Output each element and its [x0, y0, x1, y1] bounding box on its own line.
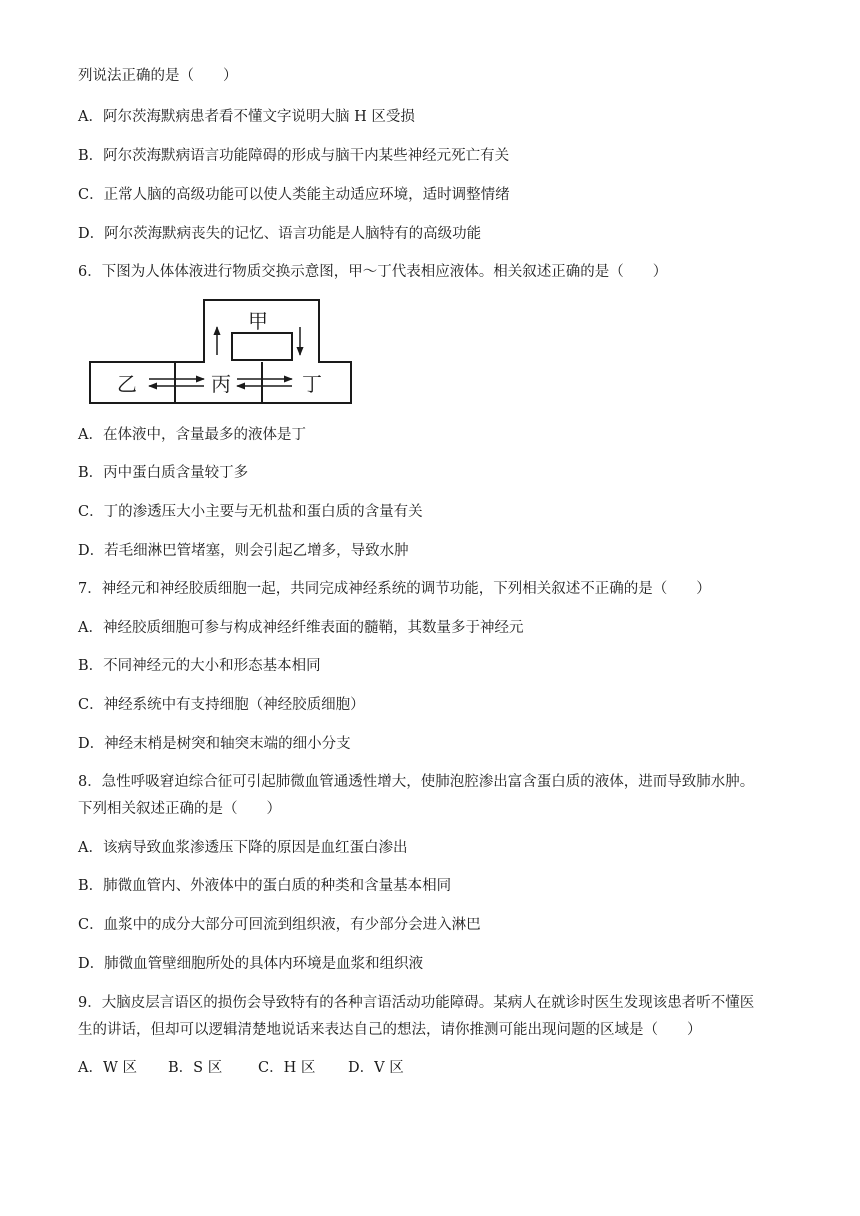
q9-stem-line2: 生的讲话，但却可以逻辑清楚地说话来表达自己的想法，请你推测可能出现问题的区域是（ ）	[78, 1022, 702, 1038]
q6-option-b: B．丙中蛋白质含量较丁多	[78, 465, 249, 481]
diagram-label-ding: 丁	[302, 372, 322, 396]
diagram-label-yi: 乙	[117, 372, 137, 396]
q9-option-d: D．V 区	[348, 1060, 404, 1076]
diagram-jia-box	[232, 333, 292, 360]
q6-option-a: A．在体液中，含量最多的液体是丁	[78, 427, 306, 443]
q7-option-b: B．不同神经元的大小和形态基本相同	[78, 658, 321, 674]
q8-option-b: B．肺微血管内、外液体中的蛋白质的种类和含量基本相同	[78, 878, 452, 894]
diagram-label-jia: 甲	[248, 309, 268, 333]
q9-option-b: B．S 区	[168, 1060, 223, 1076]
q6-stem: 6．下图为人体体液进行物质交换示意图，甲～丁代表相应液体。相关叙述正确的是（ ）	[78, 264, 668, 280]
q9-option-a: A．W 区	[78, 1060, 137, 1076]
q5-option-c: C．正常人脑的高级功能可以使人类能主动适应环境，适时调整情绪	[78, 187, 510, 203]
q6-option-d: D．若毛细淋巴管堵塞，则会引起乙增多，导致水肿	[78, 543, 409, 559]
q7-option-a: A．神经胶质细胞可参与构成神经纤维表面的髓鞘，其数量多于神经元	[78, 620, 524, 636]
q9-options	[78, 1058, 404, 1078]
body-fluid-exchange-diagram	[87, 297, 355, 407]
q8-option-a: A．该病导致血浆渗透压下降的原因是血红蛋白渗出	[78, 840, 408, 856]
q7-option-d: D．神经末梢是树突和轴突末端的细小分支	[78, 736, 351, 752]
q5-option-a: A．阿尔茨海默病患者看不懂文字说明大脑 H 区受损	[78, 109, 415, 125]
q9-option-c: C．H 区	[258, 1060, 316, 1076]
q8-option-c: C．血浆中的成分大部分可回流到组织液，有少部分会进入淋巴	[78, 917, 481, 933]
q8-stem-line2: 下列相关叙述正确的是（ ）	[78, 801, 281, 817]
q7-stem: 7．神经元和神经胶质细胞一起，共同完成神经系统的调节功能，下列相关叙述不正确的是（ ）	[78, 581, 711, 597]
diagram-label-bing: 丙	[211, 372, 231, 396]
q5-option-d: D．阿尔茨海默病丧失的记忆、语言功能是人脑特有的高级功能	[78, 226, 482, 242]
q9-stem-line1: 9．大脑皮层言语区的损伤会导致特有的各种言语活动功能障碍。某病人在就诊时医生发现该患者听不懂医	[78, 995, 755, 1011]
q5-stem-tail: 列说法正确的是（ ）	[78, 68, 238, 84]
q8-option-d: D．肺微血管壁细胞所处的具体内环境是血浆和组织液	[78, 956, 424, 972]
q5-option-b: B．阿尔茨海默病语言功能障碍的形成与脑干内某些神经元死亡有关	[78, 148, 510, 164]
q8-stem-line1: 8．急性呼吸窘迫综合征可引起肺微血管通透性增大，使肺泡腔渗出富含蛋白质的液体，进而导致肺水肿。	[78, 774, 755, 790]
q6-option-c: C．丁的渗透压大小主要与无机盐和蛋白质的含量有关	[78, 504, 423, 520]
q7-option-c: C．神经系统中有支持细胞（神经胶质细胞）	[78, 697, 365, 713]
